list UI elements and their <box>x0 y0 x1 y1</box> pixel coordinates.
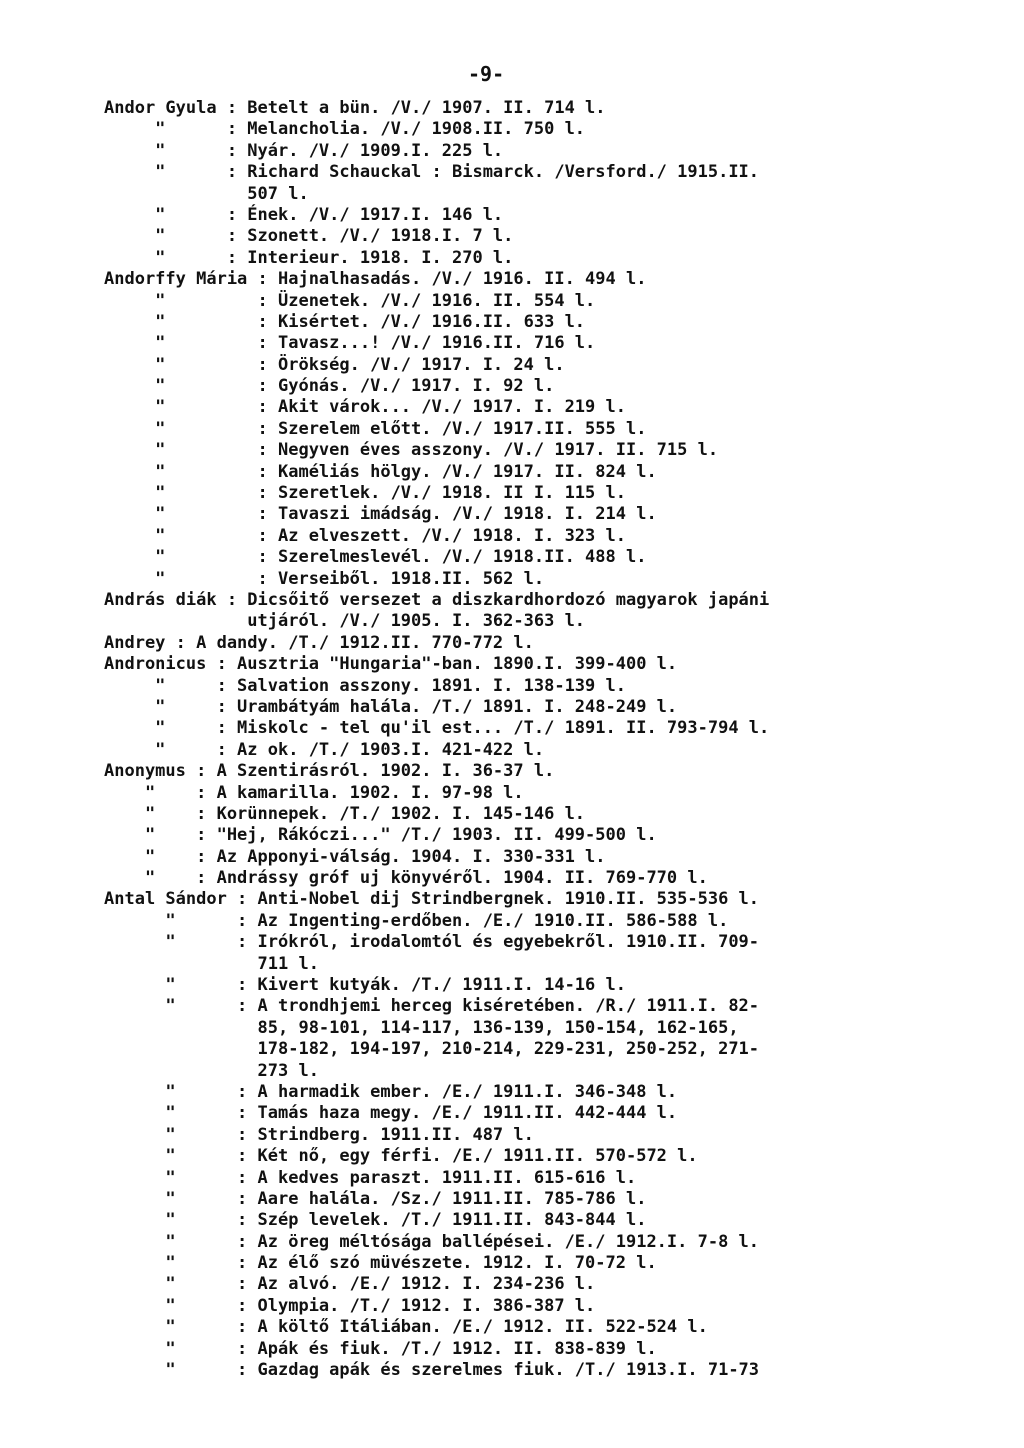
entry-line: " : Nyár. /V./ 1909.I. 225 l. <box>104 140 504 161</box>
entry-line: Anonymus : A Szentirásról. 1902. I. 36-37 l. <box>104 761 555 782</box>
entry-line: " : Andrássy gróf uj könyvéről. 1904. II. 769-770 l. <box>104 868 708 889</box>
entry-line: " : Urambátyám halála. /T./ 1891. I. 248-249 l. <box>104 696 678 717</box>
entry-line: 273 l. <box>104 1060 319 1081</box>
entry-line: " : Az Ingenting-erdőben. /E./ 1910.II. 586-588 l. <box>104 910 729 931</box>
entry-line: " : Szerelmeslevél. /V./ 1918.II. 488 l. <box>104 547 647 568</box>
entry-line: " : A trondhjemi herceg kiséretében. /R./ 1911.I. 82- <box>104 996 760 1017</box>
entry-line: " : Gazdag apák és szerelmes fiuk. /T./ 1913.I. 71-73 <box>104 1360 760 1381</box>
entry-line: Andronicus : Ausztria "Hungaria"-ban. 1890.I. 399-400 l. <box>104 654 678 675</box>
entry-line: " : Tavasz...! /V./ 1916.II. 716 l. <box>104 333 596 354</box>
entry-line: Andorffy Mária : Hajnalhasadás. /V./ 1916. II. 494 l. <box>104 269 647 290</box>
entry-line: 507 l. <box>104 183 309 204</box>
entry-line: 85, 98-101, 114-117, 136-139, 150-154, 162-165, <box>104 1017 739 1038</box>
entry-line: " : Akit várok... /V./ 1917. I. 219 l. <box>104 397 626 418</box>
entry-line: " : Az öreg méltósága ballépései. /E./ 1912.I. 7-8 l. <box>104 1231 760 1252</box>
entry-line: utjáról. /V./ 1905. I. 362-363 l. <box>104 611 586 632</box>
entry-line: " : Örökség. /V./ 1917. I. 24 l. <box>104 354 565 375</box>
entry-line: 711 l. <box>104 953 319 974</box>
entry-line: " : A kedves paraszt. 1911.II. 615-616 l. <box>104 1167 637 1188</box>
entry-line: " : Szonett. /V./ 1918.I. 7 l. <box>104 226 514 247</box>
entry-line: " : Szerelem előtt. /V./ 1917.II. 555 l. <box>104 418 647 439</box>
entry-line: " : Szeretlek. /V./ 1918. II I. 115 l. <box>104 483 626 504</box>
entry-line: Antal Sándor : Anti-Nobel dij Strindbergnek. 1910.II. 535-536 l. <box>104 889 760 910</box>
entry-line: " : Interieur. 1918. I. 270 l. <box>104 247 514 268</box>
entry-line: " : Szép levelek. /T./ 1911.II. 843-844 l. <box>104 1210 647 1231</box>
entry-line: " : Salvation asszony. 1891. I. 138-139 l. <box>104 675 626 696</box>
entry-line: " : Korünnepek. /T./ 1902. I. 145-146 l. <box>104 803 586 824</box>
entry-line: " : Az alvó. /E./ 1912. I. 234-236 l. <box>104 1274 596 1295</box>
entry-line: " : Richard Schauckal : Bismarck. /Versford./ 1915.II. <box>104 162 760 183</box>
bibliography-entries <box>104 98 1004 1381</box>
entry-line: " : Miskolc - tel qu'il est... /T./ 1891. II. 793-794 l. <box>104 718 770 739</box>
entry-line: " : Tamás haza megy. /E./ 1911.II. 442-444 l. <box>104 1103 678 1124</box>
entry-line: " : Negyven éves asszony. /V./ 1917. II. 715 l. <box>104 440 719 461</box>
entry-line: " : Két nő, egy férfi. /E./ 1911.II. 570-572 l. <box>104 1146 698 1167</box>
entry-line: Andor Gyula : Betelt a bün. /V./ 1907. II. 714 l. <box>104 98 606 118</box>
entry-line: " : A kamarilla. 1902. I. 97-98 l. <box>104 782 524 803</box>
entry-line: Andrey : A dandy. /T./ 1912.II. 770-772 l. <box>104 632 534 653</box>
entry-line: " : Az élő szó müvészete. 1912. I. 70-72 l. <box>104 1253 657 1274</box>
entry-line: " : A harmadik ember. /E./ 1911.I. 346-348 l. <box>104 1081 678 1102</box>
entry-line: " : Az Apponyi-válság. 1904. I. 330-331 l. <box>104 846 606 867</box>
entry-line: " : Verseiből. 1918.II. 562 l. <box>104 568 545 589</box>
entry-line: " : Aare halála. /Sz./ 1911.II. 785-786 l. <box>104 1188 647 1209</box>
entry-line: " : Apák és fiuk. /T./ 1912. II. 838-839 l. <box>104 1338 657 1359</box>
entry-line: András diák : Dicsőitő versezet a diszkardhordozó magyarok japáni <box>104 589 770 610</box>
entry-line: " : Tavaszi imádság. /V./ 1918. I. 214 l. <box>104 504 657 525</box>
entry-line: " : Olympia. /T./ 1912. I. 386-387 l. <box>104 1295 596 1316</box>
entry-line: " : "Hej, Rákóczi..." /T./ 1903. II. 499-500 l. <box>104 825 657 846</box>
entry-line: 178-182, 194-197, 210-214, 229-231, 250-252, 271- <box>104 1039 760 1060</box>
entry-line: " : Kaméliás hölgy. /V./ 1917. II. 824 l. <box>104 461 657 482</box>
entry-line: " : Kivert kutyák. /T./ 1911.I. 14-16 l. <box>104 975 626 996</box>
entry-line: " : Az elveszett. /V./ 1918. I. 323 l. <box>104 525 626 546</box>
entry-line: " : Melancholia. /V./ 1908.II. 750 l. <box>104 119 586 140</box>
entry-line: " : Strindberg. 1911.II. 487 l. <box>104 1124 534 1145</box>
entry-line: " : Kisértet. /V./ 1916.II. 633 l. <box>104 311 586 332</box>
page-number: -9- <box>468 62 505 86</box>
entry-line: " : Üzenetek. /V./ 1916. II. 554 l. <box>104 290 596 311</box>
entry-line: " : Gyónás. /V./ 1917. I. 92 l. <box>104 376 555 397</box>
entry-line: " : Ének. /V./ 1917.I. 146 l. <box>104 204 504 225</box>
entry-line: " : A költő Itáliában. /E./ 1912. II. 522-524 l. <box>104 1317 708 1338</box>
entry-line: " : Az ok. /T./ 1903.I. 421-422 l. <box>104 739 545 760</box>
entry-line: " : Irókról, irodalomtól és egyebekről. 1910.II. 709- <box>104 932 760 953</box>
